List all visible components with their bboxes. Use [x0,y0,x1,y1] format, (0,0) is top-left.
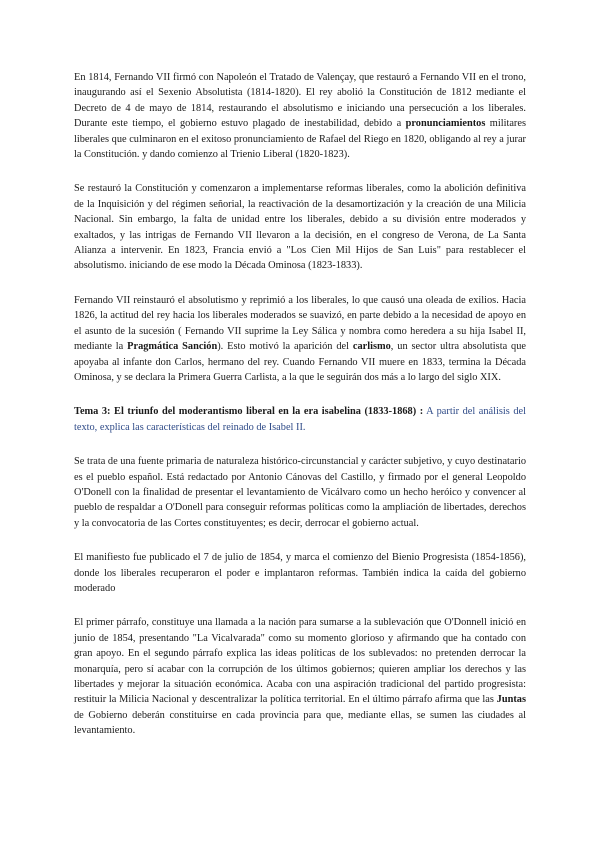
section-heading [74,404,526,435]
bold-term-pronunciamientos: pronunciamientos [405,118,486,130]
bold-term-juntas: Juntas [496,694,526,706]
paragraph-trienio-liberal: Se restauró la Constitución y comenzaron a implementarse reformas liberales, como la abolición definitiva de la Inquisición y del régimen señorial, la reactivación de la desamortización y la creación de una Milicia Nacional. Sin embargo, la falta de unidad entre los liberales, debido a su división entre moderados y exaltados, y las intrigas de Fernando VII llevaron a la decisión, en el congreso de Verona, de La Santa Alianza a intervenir. En 1823, Francia envió a "Los Cien Mil Hijos de San Luis" para restablecer el absolutismo. iniciando de ese modo la Década Ominosa (1823-1833). [74,183,526,272]
section-question: A partir del análisis del texto, explica las características del reinado de Isabel II. [74,406,526,433]
paragraph-sexenio-absolutista: En 1814, Fernando VII firmó con Napoleón el Tratado de Valençay, que restauró a Fernando VII en el trono, inaugurando así el Sexenio Absolutista (1814-1820). El rey abolió la Constitución de 1812 mediante el Decreto de 4 de mayo de 1814, restaurando el absolutismo e iniciando una persecución a los liberales. Durante este tiempo, el gobierno estuvo plagado de inestabilidad, debido a pronunciamientos militares liberales que culminaron en el exitoso pronunciamiento de Rafael del Riego en 1820, obligando al rey a jurar la Constitución. y dando comienzo al Trienio Liberal (1820-1823). [74,72,526,161]
paragraph-manifesto-structure: El primer párrafo, constituye una llamada a la nación para sumarse a la sublevación que O'Donnell inició en junio de 1854, presentando "La Vicalvarada" como su momento glorioso y afirmando que ha contado con gran apoyo. En el segundo párrafo explica las ideas políticas de los sublevados: no pretenden derrocar la monarquía, pero sí acabar con la corrupción de los últimos gobiernos; quieren ampliar los derechos y las libertades y mejorar la situación económica. Acaba con una aspiración tradicional del partido progresista: restituir la Milicia Nacional y descentralizar la política territorial. En el último párrafo afirma que las Juntas de Gobierno deberán constituirse en cada provincia para que, mediante ellas, se sumen las ciudades al levantamiento. [74,617,526,737]
paragraph-source-analysis: Se trata de una fuente primaria de naturaleza histórico-circunstancial y carácter subjetivo, y cuyo destinatario es el pueblo español. Está redactado por Antonio Cánovas del Castillo, y firmado por el general Leopoldo O'Donell con la finalidad de presentar el levantamiento de Vicálvaro como un hecho heróico y convencer al pueblo de respaldar a O'Donell para conseguir reformas políticas como la ampliación de libertades, derechos y la convocatoria de las Cortes constituyentes; es decir, derrocar el gobierno actual. [74,456,526,529]
section-title: Tema 3: El triunfo del moderantismo liberal en la era isabelina (1833-1868) : [74,406,424,418]
bold-term-carlismo: carlismo [352,341,391,353]
paragraph-decada-ominosa: Fernando VII reinstauró el absolutismo y reprimió a los liberales, lo que causó una oleada de exilios. Hacia 1826, la actitud del rey hacia los liberales moderados se suavizó, en parte debido a la necesidad de apoyo en el asunto de la sucesión ( Fernando VII suprime la Ley Sálica y nombra como heredera a su hija Isabel II, mediante la Pragmática Sanción). Esto motivó la aparición del carlismo, un sector ultra absolutista que apoyaba al infante don Carlos, hermano del rey. Cuando Fernando VII muere en 1833, termina la Década Ominosa, y se declara la Primera Guerra Carlista, a la que le seguirán dos más a lo largo del siglo XIX. [74,294,526,383]
paragraph-bienio-progresista: El manifiesto fue publicado el 7 de julio de 1854, y marca el comienzo del Bienio Progresista (1854-1856), donde los liberales recuperaron el poder e implantaron reformas. También indica la caída del gobierno moderado [74,552,526,594]
bold-term-pragmatica-sancion: Pragmática Sanción [127,341,218,353]
